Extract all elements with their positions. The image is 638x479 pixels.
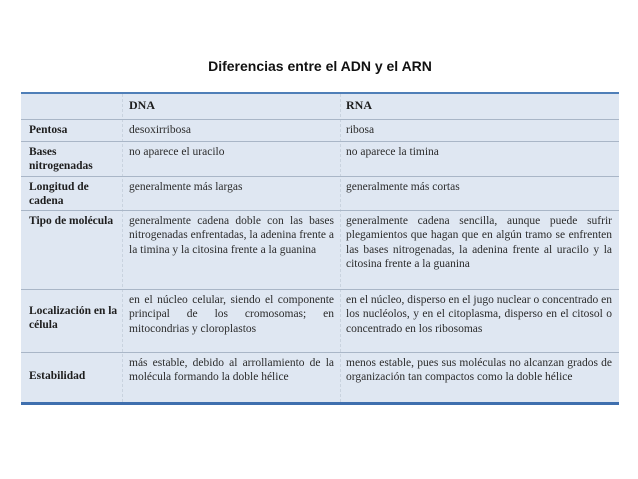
cell-rna-localizacion: en el núcleo, disperso en el jugo nuclear o concentrado en los nucléolos, y en el citoplasma, disperso en el citosol o concentrado en los ribosomas: [346, 294, 612, 335]
row-label-localizacion: Localización en la célula: [29, 305, 118, 332]
table-row: [21, 289, 619, 352]
header-row: [21, 98, 619, 118]
table-row: [21, 141, 619, 176]
cell-dna-bases: no aparece el uracilo: [129, 146, 225, 158]
table-row: [21, 176, 619, 211]
table-row: [21, 210, 619, 289]
row-label-longitud: Longitud de cadena: [29, 181, 89, 208]
header-dna: DNA: [129, 98, 155, 112]
header-rna: RNA: [346, 98, 372, 112]
table-row: [21, 352, 619, 405]
row-label-tipo: Tipo de molécula: [29, 215, 114, 227]
cell-rna-estabilidad: menos estable, pues sus moléculas no alcanzan grados de organización tan compactos como la doble hélice: [346, 357, 612, 384]
cell-dna-localizacion: en el núcleo celular, siendo el componente principal de los cromosomas; en mitocondrias y cloroplastos: [129, 294, 334, 335]
cell-dna-estabilidad: más estable, debido al arrollamiento de la molécula formando la doble hélice: [129, 357, 334, 384]
cell-rna-pentosa: ribosa: [346, 124, 375, 136]
row-label-bases: Bases nitrogenadas: [29, 146, 93, 173]
comparison-table: [21, 92, 619, 405]
cell-rna-tipo: generalmente cadena sencilla, aunque puede sufrir plegamientos que hagan que en algún tramo se enfrenten las bases nitrogenadas, la adenina frente al uracilo y la citosina frente a la guanina: [346, 215, 612, 271]
cell-dna-pentosa: desoxirribosa: [129, 124, 191, 136]
cell-dna-longitud: generalmente más largas: [129, 181, 243, 193]
cell-rna-longitud: generalmente más cortas: [346, 181, 460, 193]
cell-dna-tipo: generalmente cadena doble con las bases nitrogenadas enfrentadas, la adenina frente a la timina y la citosina frente a la guanina: [129, 215, 334, 256]
page-title: Diferencias entre el ADN y el ARN: [208, 58, 432, 74]
row-label-estabilidad: Estabilidad: [29, 370, 86, 382]
cell-rna-bases: no aparece la timina: [346, 146, 439, 158]
row-label-pentosa: Pentosa: [29, 124, 68, 136]
